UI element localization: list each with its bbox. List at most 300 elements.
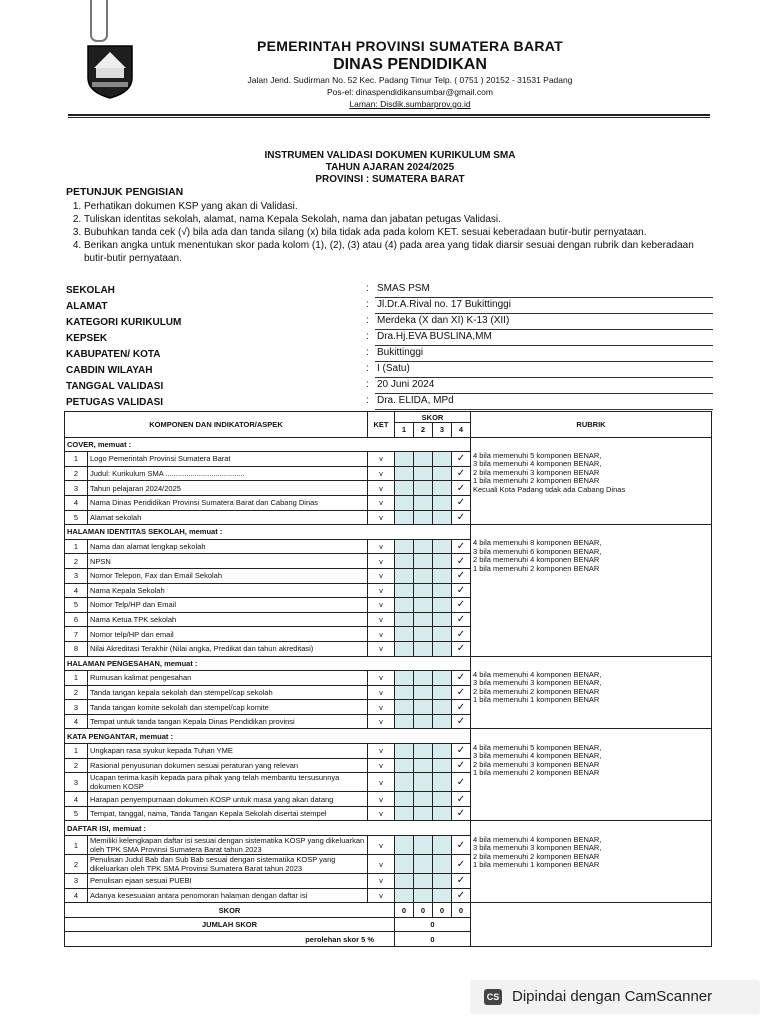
identity-label: KEPSEK — [66, 333, 108, 344]
score-cell-1[interactable] — [395, 671, 414, 686]
score-cell-2[interactable] — [414, 758, 433, 773]
row-number: 4 — [65, 792, 88, 807]
identity-colon: : — [366, 299, 369, 310]
score-cell-3[interactable] — [433, 836, 452, 855]
rubrik-line: 4 bila memenuhi 8 komponen BENAR, — [473, 538, 602, 548]
row-number: 1 — [65, 671, 88, 686]
score-cell-1[interactable] — [395, 510, 414, 525]
score-cell-1[interactable] — [395, 888, 414, 903]
validation-table — [64, 411, 712, 947]
score-cell-1[interactable] — [395, 744, 414, 759]
rubrik-spacer — [471, 729, 712, 744]
rubrik-line: 4 bila memenuhi 4 komponen BENAR, — [473, 834, 602, 844]
identity-colon: : — [366, 363, 369, 374]
score-cell-4[interactable] — [452, 744, 471, 759]
rubrik-line: 4 bila memenuhi 4 komponen BENAR, — [473, 669, 602, 679]
check-mark-icon: ✓ — [456, 541, 466, 553]
rubrik-spacer — [471, 821, 712, 836]
row-aspect: Ungkapan rasa syukur kepada Tuhan YME — [88, 744, 368, 759]
row-ket: v — [368, 627, 395, 642]
row-aspect: Tahun pelajaran 2024/2025 — [88, 481, 368, 496]
instruction-item: 2. Tuliskan identitas sekolah, alamat, nama Kepala Sekolah, nama dan jabatan petugas Validasi. — [84, 213, 696, 226]
score-cell-3[interactable] — [433, 671, 452, 686]
row-number: 3 — [65, 700, 88, 715]
score-cell-3[interactable] — [433, 806, 452, 821]
identity-label: PETUGAS VALIDASI — [66, 397, 164, 408]
score-cell-1[interactable] — [395, 714, 414, 729]
instruction-item: 4. Berikan angka untuk menentukan skor pada kolom (1), (2), (3) atau (4) pada area yang tidak diarsir sesuai dengan rubrik dan keberadaan butir-butir pernyataan. — [84, 239, 696, 265]
score-cell-2[interactable] — [414, 874, 433, 889]
camscanner-watermark — [470, 980, 760, 1014]
score-cell-2[interactable] — [414, 888, 433, 903]
rubrik-line: 1 bila memenuhi 2 komponen BENAR — [473, 563, 600, 573]
row-aspect: Logo Pemerintah Provinsi Sumatera Barat — [88, 452, 368, 467]
score-cell-3[interactable] — [433, 481, 452, 496]
instructions-heading: PETUNJUK PENGISIAN — [66, 186, 184, 198]
identity-row — [66, 283, 716, 299]
identity-row — [66, 395, 716, 411]
score-cell-1[interactable] — [395, 758, 414, 773]
row-aspect: Nama Dinas Pendidikan Provinsi Sumatera Barat dan Cabang Dinas — [88, 495, 368, 510]
row-aspect: Adanya kesesuaian antara penomoran halaman dengan daftar isi — [88, 888, 368, 903]
letterhead-rule — [68, 114, 710, 116]
score-cell-4[interactable] — [452, 452, 471, 467]
skor-2: 0 — [414, 903, 433, 918]
check-mark-icon: ✓ — [456, 858, 466, 870]
score-cell-2[interactable] — [414, 773, 433, 792]
score-cell-1[interactable] — [395, 641, 414, 656]
score-cell-2[interactable] — [414, 510, 433, 525]
row-aspect: Nomor Telp/HP dan Email — [88, 598, 368, 613]
skor-3: 0 — [433, 903, 452, 918]
rubrik-line: 1 bila memenuhi 2 komponen BENAR — [473, 768, 600, 778]
score-cell-4[interactable] — [452, 641, 471, 656]
instruction-item: 1. Perhatikan dokumen KSP yang akan di Validasi. — [84, 200, 696, 213]
row-ket: v — [368, 758, 395, 773]
score-cell-4[interactable] — [452, 685, 471, 700]
score-cell-1[interactable] — [395, 481, 414, 496]
row-ket: v — [368, 612, 395, 627]
instructions — [66, 186, 696, 265]
identity-row — [66, 299, 716, 315]
rubrik-line: 3 bila memenuhi 6 komponen BENAR, — [473, 546, 602, 556]
score-cell-4[interactable] — [452, 773, 471, 792]
score-cell-3[interactable] — [433, 495, 452, 510]
row-ket: v — [368, 888, 395, 903]
identity-row — [66, 347, 716, 363]
score-cell-1[interactable] — [395, 495, 414, 510]
row-aspect: Tempat untuk tanda tangan Kepala Dinas Pendidikan provinsi — [88, 714, 368, 729]
section-row — [65, 656, 712, 671]
row-ket: v — [368, 510, 395, 525]
score-cell-2[interactable] — [414, 466, 433, 481]
score-cell-4[interactable] — [452, 855, 471, 874]
rubrik-line: 2 bila memenuhi 2 komponen BENAR — [473, 686, 600, 696]
row-aspect: Tanda tangan kepala sekolah dan stempel/cap sekolah — [88, 685, 368, 700]
rubrik-cell — [471, 452, 712, 525]
score-cell-3[interactable] — [433, 744, 452, 759]
identity-colon: : — [366, 347, 369, 358]
score-cell-3[interactable] — [433, 554, 452, 569]
section-title: DAFTAR ISI, memuat : — [65, 821, 471, 836]
score-cell-1[interactable] — [395, 855, 414, 874]
row-number: 4 — [65, 583, 88, 598]
col-skor-2: 2 — [414, 423, 433, 438]
score-cell-3[interactable] — [433, 758, 452, 773]
score-cell-2[interactable] — [414, 744, 433, 759]
rubrik-cell — [471, 744, 712, 821]
check-mark-icon: ✓ — [456, 686, 466, 698]
score-cell-3[interactable] — [433, 773, 452, 792]
row-number: 1 — [65, 836, 88, 855]
table-row — [65, 671, 712, 686]
col-rubrik: RUBRIK — [471, 412, 712, 438]
rubrik-line: 4 bila memenuhi 5 komponen BENAR, — [473, 742, 602, 752]
score-cell-2[interactable] — [414, 598, 433, 613]
row-aspect: Harapan penyempurnaan dokumen KOSP untuk masa yang akan datang — [88, 792, 368, 807]
letterhead-rule-thin — [68, 117, 710, 118]
row-ket: v — [368, 855, 395, 874]
row-ket: v — [368, 452, 395, 467]
row-aspect: Rasional penyusunan dokumen sesuai peraturan yang relevan — [88, 758, 368, 773]
row-number: 7 — [65, 627, 88, 642]
check-mark-icon: ✓ — [456, 672, 466, 684]
row-ket: v — [368, 583, 395, 598]
check-mark-icon: ✓ — [456, 599, 466, 611]
check-mark-icon: ✓ — [456, 716, 466, 728]
row-ket: v — [368, 554, 395, 569]
section-title: HALAMAN PENGESAHAN, memuat : — [65, 656, 471, 671]
row-number: 2 — [65, 855, 88, 874]
rubrik-line: 3 bila memenuhi 3 komponen BENAR, — [473, 843, 602, 853]
score-cell-3[interactable] — [433, 874, 452, 889]
identity-row — [66, 315, 716, 331]
identity-label: CABDIN WILAYAH — [66, 365, 153, 376]
score-cell-3[interactable] — [433, 510, 452, 525]
row-ket: v — [368, 568, 395, 583]
score-cell-1[interactable] — [395, 685, 414, 700]
row-number: 6 — [65, 612, 88, 627]
row-number: 5 — [65, 510, 88, 525]
row-aspect: Nomor Telepon, Fax dan Email Sekolah — [88, 568, 368, 583]
score-cell-4[interactable] — [452, 627, 471, 642]
row-ket: v — [368, 806, 395, 821]
score-cell-1[interactable] — [395, 568, 414, 583]
score-cell-4[interactable] — [452, 758, 471, 773]
row-number: 3 — [65, 568, 88, 583]
identity-value: Bukittinggi — [375, 347, 713, 362]
score-cell-3[interactable] — [433, 568, 452, 583]
score-cell-3[interactable] — [433, 700, 452, 715]
score-cell-1[interactable] — [395, 700, 414, 715]
section-row — [65, 729, 712, 744]
check-mark-icon: ✓ — [456, 889, 466, 901]
identity-colon: : — [366, 331, 369, 342]
check-mark-icon: ✓ — [456, 511, 466, 523]
paper-clip — [90, 0, 108, 42]
score-cell-4[interactable] — [452, 874, 471, 889]
score-cell-3[interactable] — [433, 583, 452, 598]
row-ket: v — [368, 714, 395, 729]
camscanner-icon: CS — [484, 989, 502, 1005]
row-ket: v — [368, 495, 395, 510]
score-cell-2[interactable] — [414, 495, 433, 510]
row-number: 2 — [65, 685, 88, 700]
score-cell-2[interactable] — [414, 671, 433, 686]
identity-label: SEKOLAH — [66, 285, 115, 296]
score-cell-1[interactable] — [395, 836, 414, 855]
score-cell-4[interactable] — [452, 466, 471, 481]
score-cell-4[interactable] — [452, 714, 471, 729]
row-number: 4 — [65, 888, 88, 903]
row-aspect: Penulisan ejaan sesuai PUEBI — [88, 874, 368, 889]
score-cell-4[interactable] — [452, 700, 471, 715]
perolehan-skor-label: perolehan skor 5 % — [65, 932, 395, 947]
score-cell-3[interactable] — [433, 627, 452, 642]
table-row — [65, 539, 712, 554]
rubrik-spacer — [471, 437, 712, 452]
row-number: 1 — [65, 452, 88, 467]
score-cell-4[interactable] — [452, 598, 471, 613]
row-number: 1 — [65, 539, 88, 554]
row-ket: v — [368, 874, 395, 889]
row-ket: v — [368, 836, 395, 855]
check-mark-icon: ✓ — [456, 745, 466, 757]
rubrik-cell — [471, 671, 712, 729]
col-komponen: KOMPONEN DAN INDIKATOR/ASPEK — [65, 412, 368, 438]
score-cell-1[interactable] — [395, 612, 414, 627]
row-ket: v — [368, 466, 395, 481]
row-aspect: Penulisan Judul Bab dan Sub Bab sesuai dengan sistematika KOSP yang dikeluarkan oleh TPK SMA Provinsi Sumatera Barat tahun 2023 — [88, 855, 368, 874]
row-ket: v — [368, 598, 395, 613]
score-cell-1[interactable] — [395, 773, 414, 792]
title-line-1: INSTRUMEN VALIDASI DOKUMEN KURIKULUM SMA — [264, 150, 516, 161]
row-number: 4 — [65, 495, 88, 510]
letterhead-email: Pos-el: dinaspendidikansumbar@gmail.com — [327, 87, 493, 97]
score-cell-4[interactable] — [452, 836, 471, 855]
row-aspect: Rumusan kalimat pengesahan — [88, 671, 368, 686]
score-cell-3[interactable] — [433, 612, 452, 627]
score-cell-4[interactable] — [452, 481, 471, 496]
score-cell-1[interactable] — [395, 466, 414, 481]
identity-value: I (Satu) — [375, 363, 713, 378]
section-row — [65, 437, 712, 452]
row-number: 1 — [65, 744, 88, 759]
row-number: 2 — [65, 466, 88, 481]
identity-value: Jl.Dr.A.Rival no. 17 Bukittinggi — [375, 299, 713, 314]
score-cell-2[interactable] — [414, 539, 433, 554]
rubrik-line: 4 bila memenuhi 5 komponen BENAR, — [473, 450, 602, 460]
identity-row — [66, 379, 716, 395]
row-ket: v — [368, 641, 395, 656]
row-aspect: Nama dan alamat lengkap sekolah — [88, 539, 368, 554]
score-cell-1[interactable] — [395, 874, 414, 889]
rubrik-line: 1 bila memenuhi 1 komponen BENAR — [473, 695, 600, 705]
score-cell-3[interactable] — [433, 685, 452, 700]
rubrik-line: 1 bila memenuhi 2 komponen BENAR — [473, 476, 600, 486]
check-mark-icon: ✓ — [456, 759, 466, 771]
rubrik-line: 2 bila memenuhi 4 komponen BENAR — [473, 555, 600, 565]
check-mark-icon: ✓ — [456, 808, 466, 820]
check-mark-icon: ✓ — [456, 453, 466, 465]
rubrik-line: 2 bila memenuhi 2 komponen BENAR — [473, 851, 600, 861]
title-line-3: PROVINSI : SUMATERA BARAT — [315, 174, 465, 185]
identity-label: KABUPATEN/ KOTA — [66, 349, 161, 360]
score-cell-3[interactable] — [433, 452, 452, 467]
row-number: 5 — [65, 598, 88, 613]
letterhead-address: Jalan Jend. Sudirman No. 52 Kec. Padang Timur Telp. ( 0751 ) 20152 - 31531 Padang — [247, 75, 573, 85]
row-number: 5 — [65, 806, 88, 821]
check-mark-icon: ✓ — [456, 468, 466, 480]
identity-label: TANGGAL VALIDASI — [66, 381, 164, 392]
score-cell-3[interactable] — [433, 888, 452, 903]
document-title — [150, 150, 630, 186]
score-cell-2[interactable] — [414, 641, 433, 656]
check-mark-icon: ✓ — [456, 570, 466, 582]
score-cell-2[interactable] — [414, 481, 433, 496]
score-cell-3[interactable] — [433, 641, 452, 656]
skor-row — [65, 903, 712, 918]
row-number: 3 — [65, 773, 88, 792]
score-cell-2[interactable] — [414, 452, 433, 467]
section-title: COVER, memuat : — [65, 437, 471, 452]
check-mark-icon: ✓ — [456, 875, 466, 887]
perolehan-skor-value: 0 — [395, 932, 471, 947]
score-cell-2[interactable] — [414, 612, 433, 627]
rubrik-cell — [471, 836, 712, 903]
row-aspect: Tempat, tanggal, nama, Tanda Tangan Kepala Sekolah disertai stempel — [88, 806, 368, 821]
identity-colon: : — [366, 283, 369, 294]
identity-label: ALAMAT — [66, 301, 108, 312]
score-cell-4[interactable] — [452, 583, 471, 598]
row-ket: v — [368, 792, 395, 807]
score-cell-2[interactable] — [414, 700, 433, 715]
table-row — [65, 744, 712, 759]
score-cell-3[interactable] — [433, 539, 452, 554]
row-aspect: Alamat sekolah — [88, 510, 368, 525]
row-ket: v — [368, 744, 395, 759]
row-ket: v — [368, 539, 395, 554]
skor-1: 0 — [395, 903, 414, 918]
identity-colon: : — [366, 379, 369, 390]
score-cell-2[interactable] — [414, 714, 433, 729]
check-mark-icon: ✓ — [456, 776, 466, 788]
identity-value: Merdeka (X dan XI) K-13 (XII) — [375, 315, 713, 330]
score-cell-1[interactable] — [395, 627, 414, 642]
skor-4: 0 — [452, 903, 471, 918]
rubrik-line: 2 bila memenuhi 3 komponen BENAR — [473, 759, 600, 769]
title-line-2: TAHUN AJARAN 2024/2025 — [325, 162, 455, 173]
score-cell-2[interactable] — [414, 583, 433, 598]
letterhead-dept: DINAS PENDIDIKAN — [333, 56, 487, 73]
score-cell-2[interactable] — [414, 685, 433, 700]
score-cell-1[interactable] — [395, 583, 414, 598]
letterhead-web: Laman: Disdik.sumbarprov.go.id — [349, 99, 471, 109]
score-cell-3[interactable] — [433, 598, 452, 613]
row-aspect: Tanda tangan komite sekolah dan stempel/cap komite — [88, 700, 368, 715]
score-cell-4[interactable] — [452, 495, 471, 510]
check-mark-icon: ✓ — [456, 614, 466, 626]
score-cell-2[interactable] — [414, 836, 433, 855]
score-cell-4[interactable] — [452, 568, 471, 583]
row-aspect: Nomor telp/HP dan email — [88, 627, 368, 642]
rubrik-line: 1 bila memenuhi 1 komponen BENAR — [473, 860, 600, 870]
identity-row — [66, 331, 716, 347]
row-aspect: Nama Kepala Sekolah — [88, 583, 368, 598]
check-mark-icon: ✓ — [456, 628, 466, 640]
skor-label: SKOR — [65, 903, 395, 918]
score-cell-4[interactable] — [452, 510, 471, 525]
score-cell-1[interactable] — [395, 806, 414, 821]
row-ket: v — [368, 773, 395, 792]
row-ket: v — [368, 671, 395, 686]
identity-value: Dra. ELIDA, MPd — [375, 395, 713, 410]
score-cell-1[interactable] — [395, 452, 414, 467]
rubrik-spacer — [471, 903, 712, 947]
section-title: KATA PENGANTAR, memuat : — [65, 729, 471, 744]
score-cell-1[interactable] — [395, 554, 414, 569]
check-mark-icon: ✓ — [456, 643, 466, 655]
row-ket: v — [368, 481, 395, 496]
table-row — [65, 452, 712, 467]
col-skor-4: 4 — [452, 423, 471, 438]
score-cell-2[interactable] — [414, 792, 433, 807]
score-cell-2[interactable] — [414, 627, 433, 642]
row-aspect: Nilai Akreditasi Terakhir (Nilai angka, Predikat dan tahun akreditasi) — [88, 641, 368, 656]
score-cell-4[interactable] — [452, 806, 471, 821]
letterhead — [150, 38, 670, 110]
identity-label: KATEGORI KURIKULUM — [66, 317, 182, 328]
camscanner-text: Dipindai dengan CamScanner — [512, 988, 713, 1005]
score-cell-4[interactable] — [452, 612, 471, 627]
score-cell-3[interactable] — [433, 855, 452, 874]
score-cell-1[interactable] — [395, 792, 414, 807]
score-cell-3[interactable] — [433, 792, 452, 807]
score-cell-2[interactable] — [414, 806, 433, 821]
score-cell-2[interactable] — [414, 554, 433, 569]
score-cell-4[interactable] — [452, 888, 471, 903]
identity-colon: : — [366, 395, 369, 406]
score-cell-1[interactable] — [395, 539, 414, 554]
check-mark-icon: ✓ — [456, 793, 466, 805]
col-skor: SKOR — [395, 412, 471, 423]
score-cell-4[interactable] — [452, 792, 471, 807]
check-mark-icon: ✓ — [456, 701, 466, 713]
check-mark-icon: ✓ — [456, 839, 466, 851]
row-number: 8 — [65, 641, 88, 656]
score-cell-3[interactable] — [433, 466, 452, 481]
col-ket: KET — [368, 412, 395, 438]
identity-colon: : — [366, 315, 369, 326]
score-cell-2[interactable] — [414, 855, 433, 874]
row-aspect: Ucapan terima kasih kepada para pihak yang telah membantu tersusunnya dokumen KOSP — [88, 773, 368, 792]
identity-row — [66, 363, 716, 379]
rubrik-line: 3 bila memenuhi 4 komponen BENAR, — [473, 751, 602, 761]
instruction-item: 3. Bubuhkan tanda cek (√) bila ada dan tanda silang (x) bila tidak ada pada kolom KET. sesuai keberadaan butir-butir pernyataan. — [84, 226, 696, 239]
score-cell-4[interactable] — [452, 671, 471, 686]
score-cell-4[interactable] — [452, 554, 471, 569]
rubrik-line: Kecuali Kota Padang tidak ada Cabang Dinas — [473, 484, 626, 494]
score-cell-4[interactable] — [452, 539, 471, 554]
row-aspect: Nama Ketua TPK sekolah — [88, 612, 368, 627]
score-cell-2[interactable] — [414, 568, 433, 583]
score-cell-3[interactable] — [433, 714, 452, 729]
row-number: 2 — [65, 758, 88, 773]
row-aspect: Judul: Kurikulum SMA ...................................... — [88, 466, 368, 481]
check-mark-icon: ✓ — [456, 497, 466, 509]
province-emblem-icon — [84, 42, 136, 100]
score-cell-1[interactable] — [395, 598, 414, 613]
